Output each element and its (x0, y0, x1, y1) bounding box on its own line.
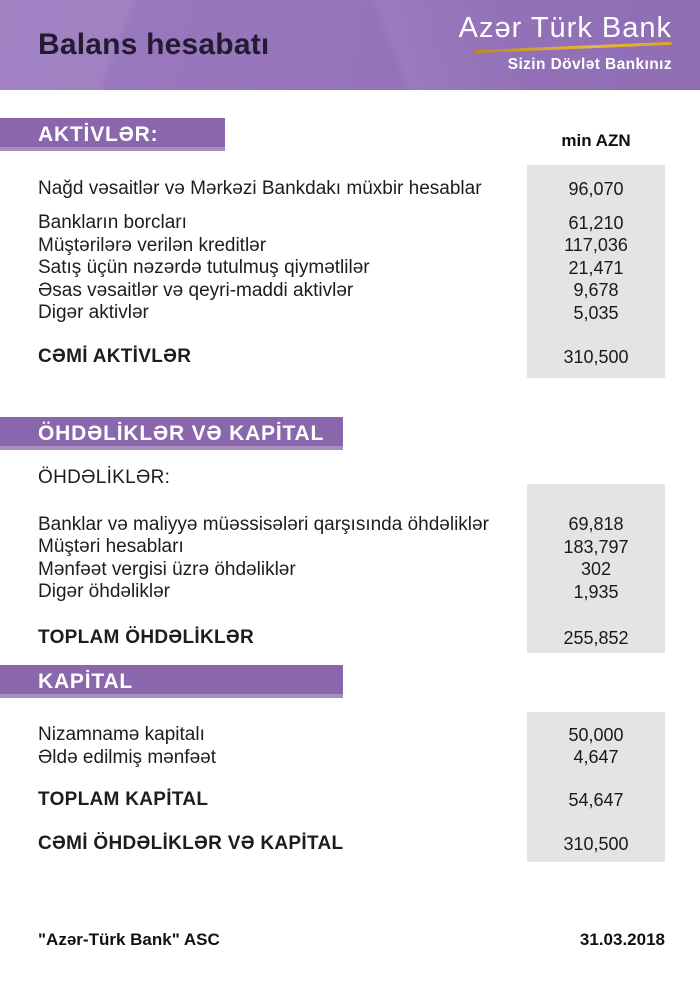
bank-logo-text: Azər Türk Bank (458, 12, 672, 44)
table-row (0, 302, 700, 325)
table-row-total (0, 627, 700, 650)
row-value: 302 (580, 559, 612, 580)
table-row-total (0, 833, 700, 856)
table-row (0, 536, 700, 559)
row-value: 183,797 (563, 536, 629, 557)
row-value: 54,647 (568, 790, 624, 810)
table-row (0, 490, 700, 536)
row-value: 69,818 (568, 514, 624, 534)
table-subheading (0, 467, 700, 490)
row-value: 1,935 (573, 581, 619, 602)
table-row (0, 257, 700, 280)
section-banner-aktivler: AKTİVLƏR: (0, 118, 225, 151)
row-value: 255,852 (563, 627, 629, 648)
bank-logo (459, 13, 672, 74)
row-label: Nağd vəsaitlər və Mərkəzi Bankdakı müxbir hesablar (38, 178, 482, 200)
table-row (0, 559, 700, 582)
table-row-total (0, 789, 700, 812)
row-value: 310,500 (563, 834, 629, 854)
row-label: CƏMİ ÖHDƏLİKLƏR VƏ KAPİTAL (38, 833, 344, 855)
section-banner-kapital: KAPİTAL (0, 665, 343, 698)
row-value: 61,210 (568, 212, 624, 233)
row-label: CƏMİ AKTİVLƏR (38, 345, 192, 367)
row-value: 96,070 (568, 179, 624, 199)
row-label: Mənfəət vergisi üzrə öhdəliklər (38, 558, 296, 580)
row-label: TOPLAM KAPİTAL (38, 789, 209, 811)
row-value: 50,000 (568, 724, 624, 745)
table-row (0, 747, 700, 770)
footer-report-date: 31.03.2018 (579, 930, 665, 949)
section-ohdelikler-rows (0, 467, 700, 650)
table-row (0, 280, 700, 303)
section-banner-ohdelikler-ve-kapital: ÖHDƏLİKLƏR VƏ KAPİTAL (0, 417, 343, 450)
table-row (0, 581, 700, 604)
row-label: Müştərilərə verilən kreditlər (38, 234, 267, 256)
row-value: 310,500 (563, 346, 629, 367)
unit-header: min AZN (561, 131, 631, 150)
table-row (0, 235, 700, 258)
row-label: Banklar və maliyyə müəssisələri qarşısında öhdəliklər (38, 513, 489, 535)
row-value: 4,647 (573, 747, 619, 768)
row-spacer (0, 769, 700, 789)
row-spacer (0, 325, 700, 346)
row-label: ÖHDƏLİKLƏR: (38, 467, 171, 489)
section-aktivler-rows (0, 167, 700, 369)
page-header (0, 0, 700, 90)
row-label: Nizamnamə kapitalı (38, 724, 205, 745)
row-label: Müştəri hesabları (38, 536, 184, 557)
row-value: 117,036 (564, 235, 628, 256)
row-value: 9,678 (573, 280, 619, 301)
row-label: Bankların borcları (38, 212, 187, 233)
row-label: Digər aktivlər (38, 302, 149, 323)
row-spacer (0, 812, 700, 833)
table-row (0, 724, 700, 747)
table-row (0, 167, 700, 212)
row-label: Əsas vəsaitlər və qeyri-maddi aktivlər (38, 279, 354, 301)
page-title: Balans hesabatı (38, 28, 270, 61)
row-value: 5,035 (573, 302, 619, 323)
row-label: Digər öhdəliklər (38, 581, 171, 602)
footer-company-name: "Azər-Türk Bank" ASC (38, 930, 220, 949)
section-kapital-rows (0, 724, 700, 856)
row-value: 21,471 (568, 257, 624, 278)
row-label: Satış üçün nəzərdə tutulmuş qiymətlilər (38, 257, 370, 278)
row-label: Əldə edilmiş mənfəət (38, 746, 216, 768)
row-spacer (0, 604, 700, 627)
table-row-total (0, 346, 700, 369)
table-row (0, 212, 700, 235)
row-label: TOPLAM ÖHDƏLİKLƏR (38, 626, 254, 648)
bank-tagline: Sizin Dövlət Bankınız (507, 56, 672, 73)
